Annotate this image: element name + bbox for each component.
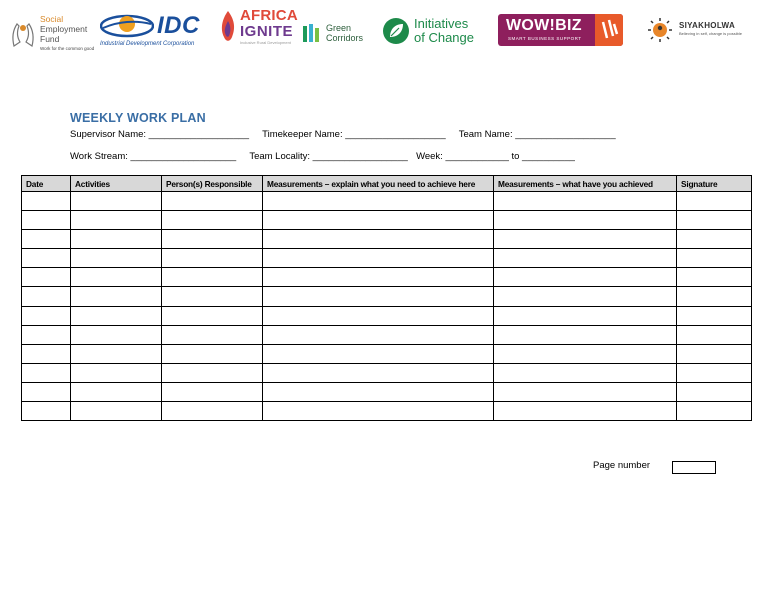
globe-swoosh-icon [100,14,154,38]
column-header-date: Date [22,176,71,192]
table-cell[interactable] [22,382,71,401]
table-cell[interactable] [677,402,752,421]
sef-tagline: Work for the common good [40,46,95,51]
table-cell[interactable] [677,287,752,306]
table-cell[interactable] [677,306,752,325]
table-cell[interactable] [22,363,71,382]
wowbiz-mark-icon [595,14,623,46]
form-title: WEEKLY WORK PLAN [70,111,206,125]
table-cell[interactable] [263,268,494,287]
table-cell[interactable] [494,230,677,249]
idc-logo [100,12,200,47]
hands-icon [10,18,36,48]
sef-line3: Fund [40,34,60,44]
table-cell[interactable] [162,306,263,325]
table-cell[interactable] [22,325,71,344]
table-cell[interactable] [677,230,752,249]
table-cell[interactable] [494,192,677,211]
table-cell[interactable] [22,230,71,249]
table-row [22,306,752,325]
table-cell[interactable] [71,344,162,363]
table-row [22,402,752,421]
sef-line1: Social [40,14,64,24]
column-header-measurements-achieved: Measurements – what have you achieved [494,176,677,192]
flame-icon [218,9,238,45]
gc-line2: Corridors [326,33,364,43]
table-cell[interactable] [494,344,677,363]
africa-ignite-logo [218,8,298,45]
team-locality-field[interactable]: Team Locality: __________________ [249,151,408,162]
table-cell[interactable] [263,325,494,344]
supervisor-name-field[interactable]: Supervisor Name: ___________________ [70,129,250,140]
table-cell[interactable] [71,249,162,268]
page-number-box[interactable] [672,461,716,474]
table-cell[interactable] [494,363,677,382]
green-corridors-logo [302,22,363,44]
table-cell[interactable] [162,249,263,268]
ignite-line1: AFRICA [240,7,298,24]
work-plan-table [21,175,752,421]
table-cell[interactable] [71,211,162,230]
social-employment-fund-logo [10,14,94,51]
table-cell[interactable] [22,192,71,211]
table-cell[interactable] [263,402,494,421]
table-header-row [22,176,752,192]
table-row [22,344,752,363]
table-cell[interactable] [494,249,677,268]
table-cell[interactable] [494,325,677,344]
table-row [22,287,752,306]
table-cell[interactable] [677,363,752,382]
idc-subtitle: Industrial Development Corporation [100,41,195,47]
table-cell[interactable] [494,211,677,230]
table-cell[interactable] [263,344,494,363]
table-cell[interactable] [677,382,752,401]
table-cell[interactable] [263,211,494,230]
table-cell[interactable] [263,192,494,211]
table-cell[interactable] [162,268,263,287]
table-row [22,230,752,249]
table-cell[interactable] [677,211,752,230]
work-stream-field[interactable]: Work Stream: ____________________ [70,151,237,162]
wowbiz-name: WOW!BIZ [506,17,582,34]
siya-subtitle: Believing in self, change is possible [679,31,742,36]
team-name-field[interactable]: Team Name: ___________________ [458,129,616,140]
week-range-field[interactable]: Week: ____________ to __________ [416,151,575,162]
table-cell[interactable] [162,287,263,306]
wowbiz-subtitle: SMART BUSINESS SUPPORT [508,36,582,41]
ioc-line1: Initiatives [414,16,469,31]
table-cell[interactable] [71,325,162,344]
table-cell[interactable] [677,344,752,363]
leaf-bars-icon [302,22,322,44]
column-header-activities: Activities [71,176,162,192]
idc-name: IDC [157,12,200,39]
table-cell[interactable] [22,306,71,325]
info-row-2 [70,151,575,162]
column-header-persons-responsible: Person(s) Responsible [162,176,263,192]
table-cell[interactable] [71,287,162,306]
info-row-1 [70,129,616,140]
table-cell[interactable] [162,382,263,401]
table-cell[interactable] [22,249,71,268]
table-cell[interactable] [71,402,162,421]
timekeeper-name-field[interactable]: Timekeeper Name: ___________________ [262,129,446,140]
initiatives-of-change-logo [382,17,474,45]
table-cell[interactable] [263,382,494,401]
table-row [22,363,752,382]
column-header-signature: Signature [677,176,752,192]
siya-name: SIYAKHOLWA [679,21,736,30]
table-cell[interactable] [263,306,494,325]
table-cell[interactable] [22,268,71,287]
table-row [22,211,752,230]
table-cell[interactable] [71,192,162,211]
table-cell[interactable] [162,363,263,382]
table-row [22,249,752,268]
table-cell[interactable] [71,363,162,382]
table-cell[interactable] [677,325,752,344]
table-row [22,268,752,287]
table-row [22,192,752,211]
table-cell[interactable] [71,382,162,401]
table-cell[interactable] [494,268,677,287]
table-cell[interactable] [677,268,752,287]
page-number-label: Page number [593,460,651,471]
ignite-line2: IGNITE [240,23,294,40]
table-cell[interactable] [263,287,494,306]
table-cell[interactable] [494,306,677,325]
partner-logo-bar [0,0,768,64]
table-row [22,382,752,401]
table-cell[interactable] [494,402,677,421]
table-cell[interactable] [162,344,263,363]
table-cell[interactable] [71,268,162,287]
table-cell[interactable] [677,192,752,211]
table-cell[interactable] [22,344,71,363]
table-cell[interactable] [22,287,71,306]
column-header-measurements-target: Measurements – explain what you need to achieve here [263,176,494,192]
table-cell[interactable] [263,249,494,268]
table-cell[interactable] [494,287,677,306]
table-cell[interactable] [22,402,71,421]
table-cell[interactable] [71,230,162,249]
table-cell[interactable] [162,230,263,249]
sef-line2: Employment [40,24,88,34]
table-cell[interactable] [263,230,494,249]
table-row [22,325,752,344]
table-cell[interactable] [22,211,71,230]
ignite-tagline: Inclusive Rural Development [240,40,291,45]
sun-figure-icon [644,16,676,44]
table-cell[interactable] [494,382,677,401]
ioc-line2: of Change [414,30,474,45]
table-cell[interactable] [162,325,263,344]
leaf-circle-icon [382,17,410,45]
wowbiz-logo [498,14,623,46]
table-body [22,192,752,421]
table-cell[interactable] [162,402,263,421]
table-cell[interactable] [263,363,494,382]
table-cell[interactable] [162,192,263,211]
gc-line1: Green [326,23,352,33]
table-cell[interactable] [71,306,162,325]
siyakholwa-logo [644,16,742,44]
table-cell[interactable] [677,249,752,268]
table-cell[interactable] [162,211,263,230]
